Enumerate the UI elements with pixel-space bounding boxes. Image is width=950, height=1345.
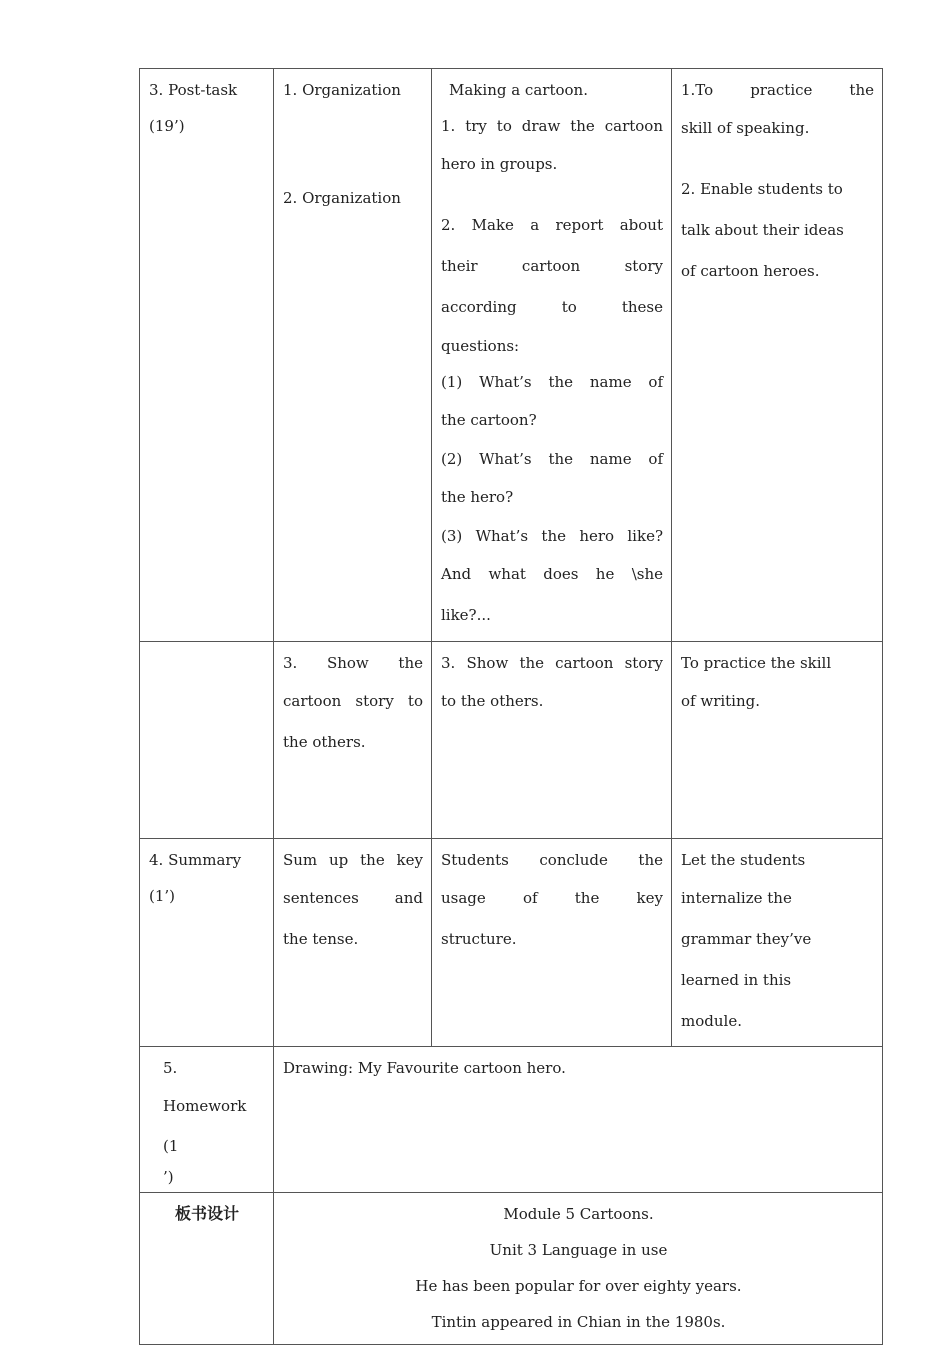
step-line: the others. (283, 733, 366, 751)
step-cell (274, 69, 432, 642)
stage-line: 3. Post-task (149, 81, 238, 99)
purpose-line: of cartoon heroes. (681, 262, 820, 280)
stage-line: Homework (1 (163, 1097, 247, 1155)
step-line: cartoon story to (283, 692, 423, 710)
homework-text: Drawing: My Favourite cartoon hero. (283, 1059, 566, 1077)
activity-line: (1) What’s the name of (441, 373, 663, 391)
purpose-line: 2. Enable students to (681, 180, 843, 198)
activity-line: (3) What’s the hero like? (441, 527, 663, 545)
purpose-line: internalize the (681, 889, 792, 907)
stage-cell (140, 642, 274, 839)
homework-content-cell (274, 1047, 883, 1193)
purpose-line: grammar they’ve (681, 930, 812, 948)
purpose-line: talk about their ideas (681, 221, 844, 239)
purpose-line: 1.To practice the (681, 81, 874, 99)
purpose-cell (672, 839, 883, 1047)
stage-line: ’) (163, 1168, 174, 1186)
table-row-show-story (140, 642, 883, 839)
activity-line: 3. Show the cartoon story (441, 654, 663, 672)
stage-cell (140, 1047, 274, 1193)
table-row-board-design (140, 1193, 883, 1345)
step-line: the tense. (283, 930, 359, 948)
activity-line: hero in groups. (441, 155, 558, 173)
activity-line: questions: (441, 337, 520, 355)
stage-cell (140, 69, 274, 642)
activity-cell (432, 69, 672, 642)
activity-line: like?... (441, 606, 491, 624)
board-label-cell (140, 1193, 274, 1345)
purpose-line: Let the students (681, 851, 806, 869)
stage-line: (1’) (149, 887, 176, 905)
activity-line: the hero? (441, 488, 514, 506)
activity-line: structure. (441, 930, 517, 948)
purpose-cell (672, 642, 883, 839)
board-content-cell (274, 1193, 883, 1345)
table-row-post-task (140, 69, 883, 642)
activity-line: according to these (441, 298, 663, 316)
table-row-summary (140, 839, 883, 1047)
board-line: Tintin appeared in Chian in the 1980s. (431, 1313, 726, 1331)
purpose-line: To practice the skill (681, 654, 832, 672)
activity-cell (432, 839, 672, 1047)
lesson-plan-table (139, 68, 883, 1345)
board-line: Module 5 Cartoons. (503, 1205, 654, 1223)
board-line: Unit 3 Language in use (489, 1241, 668, 1259)
activity-line: (2) What’s the name of (441, 450, 663, 468)
board-line: He has been popular for over eighty years. (415, 1277, 742, 1295)
activity-line: to the others. (441, 692, 544, 710)
activity-line: Students conclude the (441, 851, 663, 869)
activity-line: 2. Make a report about (441, 216, 663, 234)
activity-line: their cartoon story (441, 257, 663, 275)
activity-cell (432, 642, 672, 839)
stage-cell (140, 839, 274, 1047)
purpose-line: skill of speaking. (681, 119, 810, 137)
purpose-cell (672, 69, 883, 642)
purpose-line: of writing. (681, 692, 761, 710)
step-line: sentences and (283, 889, 423, 907)
stage-line: (19’) (149, 117, 185, 135)
purpose-line: module. (681, 1012, 742, 1030)
activity-line: And what does he \she (441, 565, 663, 583)
step-line: 1. Organization (283, 81, 401, 99)
step-cell (274, 839, 432, 1047)
stage-line: 5. (163, 1059, 178, 1077)
step-line: Sum up the key (283, 851, 423, 869)
board-label: 板书设计 (174, 1204, 239, 1223)
stage-line: 4. Summary (149, 851, 242, 869)
purpose-line: learned in this (681, 971, 792, 989)
step-line: 2. Organization (283, 189, 401, 207)
activity-line: 1. try to draw the cartoon (441, 117, 663, 135)
table-row-homework (140, 1047, 883, 1193)
step-line: 3. Show the (283, 654, 423, 672)
activity-line: usage of the key (441, 889, 663, 907)
step-cell (274, 642, 432, 839)
activity-head: Making a cartoon. (449, 81, 588, 99)
activity-line: the cartoon? (441, 411, 537, 429)
